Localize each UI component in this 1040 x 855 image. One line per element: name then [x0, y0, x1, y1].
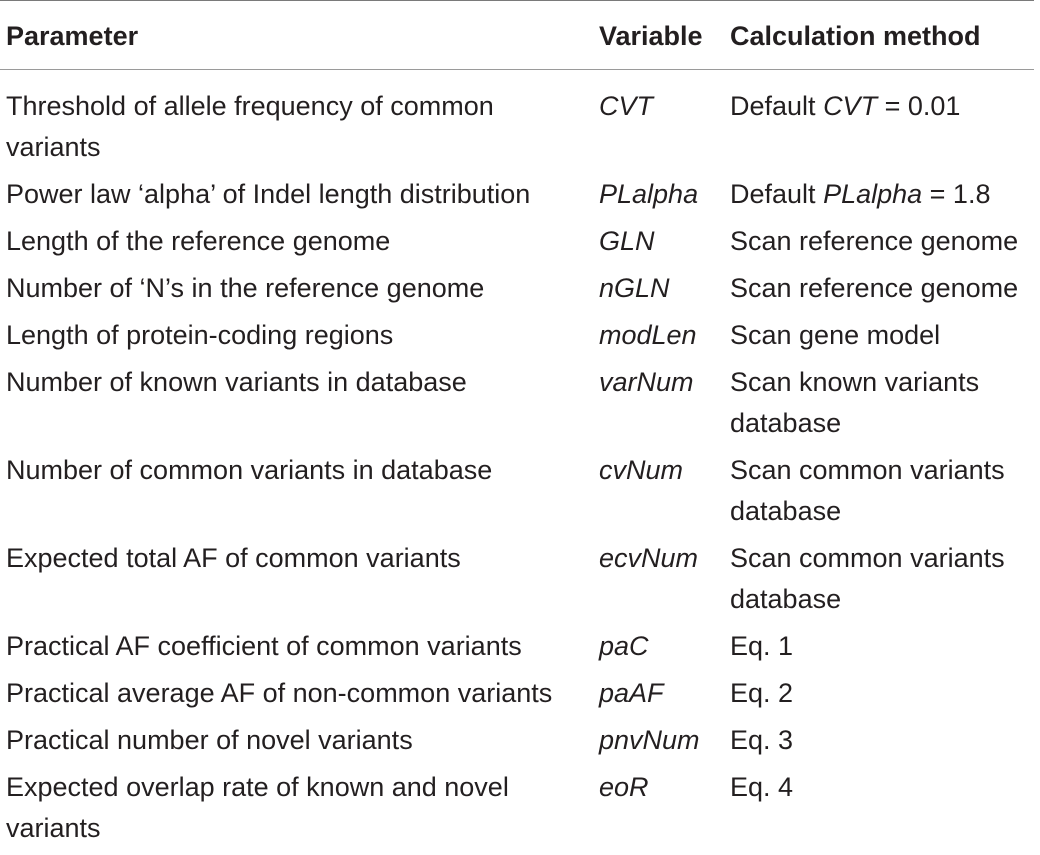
table-row: [0, 626, 1034, 673]
method-text: Scan reference genome: [730, 273, 1018, 303]
method-text: Scan common variants database: [730, 455, 1005, 526]
table-row: [0, 174, 1034, 221]
cell-variable: varNum: [591, 362, 728, 450]
method-text: Eq. 4: [730, 772, 793, 802]
table-row: [0, 673, 1034, 720]
table-header: [0, 1, 1034, 70]
method-variable: PLalpha: [823, 179, 922, 209]
header-row: [0, 1, 1034, 70]
method-text: Scan gene model: [730, 320, 940, 350]
method-text: Scan reference genome: [730, 226, 1018, 256]
cell-parameter: Power law ‘alpha’ of Indel length distribution: [0, 174, 591, 221]
cell-parameter: Practical number of novel variants: [0, 720, 591, 767]
cell-calculation-method: [728, 538, 1034, 626]
cell-parameter: Practical AF coefficient of common variants: [0, 626, 591, 673]
table-row: [0, 70, 1034, 175]
cell-variable: modLen: [591, 315, 728, 362]
cell-variable: PLalpha: [591, 174, 728, 221]
cell-variable: cvNum: [591, 450, 728, 538]
table-body: [0, 70, 1034, 855]
method-text: Default: [730, 91, 823, 121]
cell-calculation-method: [728, 268, 1034, 315]
cell-variable: CVT: [591, 70, 728, 175]
table-row: [0, 362, 1034, 450]
cell-variable: GLN: [591, 221, 728, 268]
table-row: [0, 720, 1034, 767]
cell-calculation-method: [728, 174, 1034, 221]
cell-parameter: Number of common variants in database: [0, 450, 591, 538]
cell-variable: eoR: [591, 767, 728, 855]
table-row: [0, 268, 1034, 315]
cell-calculation-method: [728, 221, 1034, 268]
cell-parameter: Length of protein-coding regions: [0, 315, 591, 362]
cell-calculation-method: [728, 450, 1034, 538]
table-row: [0, 538, 1034, 626]
cell-calculation-method: [728, 315, 1034, 362]
method-text: Eq. 2: [730, 678, 793, 708]
cell-calculation-method: [728, 720, 1034, 767]
method-text: Scan common variants database: [730, 543, 1005, 614]
cell-parameter: Expected overlap rate of known and novel variants: [0, 767, 591, 855]
table-row: [0, 450, 1034, 538]
table-row: [0, 315, 1034, 362]
cell-variable: nGLN: [591, 268, 728, 315]
method-text: Eq. 3: [730, 725, 793, 755]
cell-variable: pnvNum: [591, 720, 728, 767]
cell-parameter: Practical average AF of non-common variants: [0, 673, 591, 720]
cell-calculation-method: [728, 626, 1034, 673]
cell-parameter: Number of known variants in database: [0, 362, 591, 450]
method-value: = 0.01: [877, 91, 960, 121]
cell-parameter: Length of the reference genome: [0, 221, 591, 268]
method-text: Scan known variants database: [730, 367, 979, 438]
cell-variable: ecvNum: [591, 538, 728, 626]
cell-parameter: Threshold of allele frequency of common variants: [0, 70, 591, 175]
cell-calculation-method: [728, 70, 1034, 175]
table-row: [0, 221, 1034, 268]
cell-calculation-method: [728, 767, 1034, 855]
method-value: = 1.8: [922, 179, 990, 209]
cell-parameter: Number of ‘N’s in the reference genome: [0, 268, 591, 315]
cell-variable: paC: [591, 626, 728, 673]
cell-parameter: Expected total AF of common variants: [0, 538, 591, 626]
header-variable: Variable: [591, 1, 728, 70]
method-variable: CVT: [823, 91, 877, 121]
cell-variable: paAF: [591, 673, 728, 720]
cell-calculation-method: [728, 673, 1034, 720]
header-parameter: Parameter: [0, 1, 591, 70]
method-text: Default: [730, 179, 823, 209]
table-row: [0, 767, 1034, 855]
method-text: Eq. 1: [730, 631, 793, 661]
cell-calculation-method: [728, 362, 1034, 450]
header-calculation-method: Calculation method: [728, 1, 1034, 70]
